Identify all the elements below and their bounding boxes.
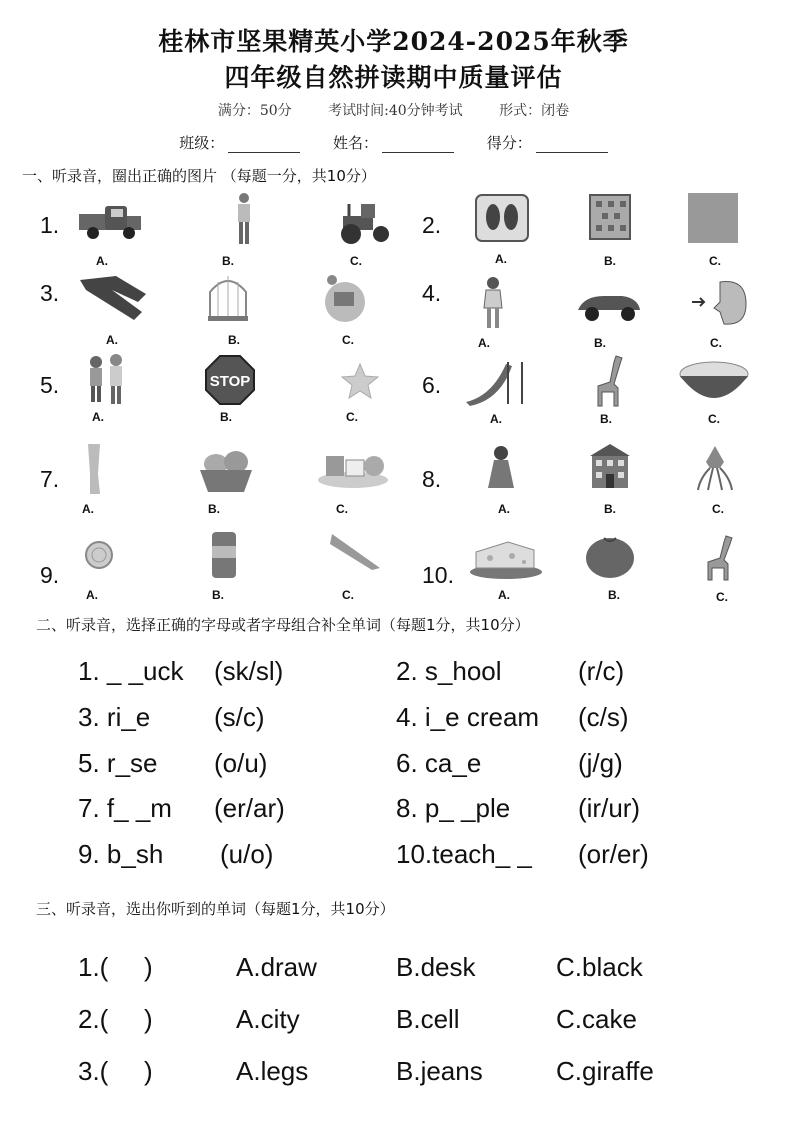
jeans-icon[interactable] — [76, 272, 150, 322]
s2-item9-choice[interactable]: (u/o) — [220, 839, 274, 869]
q5-option-a[interactable]: A. — [92, 410, 104, 424]
exam-format: 形式：闭卷 — [499, 103, 570, 119]
q9-option-a[interactable]: A. — [86, 588, 98, 602]
squid-icon[interactable] — [694, 444, 736, 492]
q5-option-b[interactable]: B. — [220, 410, 232, 424]
q3-number: 3. — [40, 280, 60, 306]
kids-icon[interactable] — [84, 352, 130, 408]
cheese-icon[interactable] — [468, 536, 544, 580]
s3-item3-number: 3.( — [78, 1056, 109, 1086]
s2-item3-choice[interactable]: (s/c) — [214, 702, 265, 732]
stop-sign-icon[interactable] — [204, 354, 256, 406]
exam-title-line1: 桂林市坚果精英小学2024-2025年秋季 — [158, 27, 629, 56]
full-score: 满分：50分 — [217, 103, 292, 119]
s3-item1-number: 1.( — [78, 952, 109, 982]
s3-item3-option-c[interactable]: C.giraffe — [556, 1056, 654, 1086]
q4-number: 4. — [422, 280, 442, 306]
s2-item6-word: 6. ca_e — [396, 748, 482, 778]
q6-number: 6. — [422, 372, 442, 398]
q5-number: 5. — [40, 372, 60, 398]
s2-item10-word: 10.teach_ _ — [396, 839, 532, 869]
q10-option-c[interactable]: C. — [716, 590, 728, 604]
q1-number: 1. — [40, 212, 60, 238]
q6-option-c[interactable]: C. — [708, 412, 720, 426]
q4-option-b[interactable]: B. — [594, 336, 606, 350]
q7-option-a[interactable]: A. — [82, 502, 94, 516]
q5-option-c[interactable]: C. — [346, 410, 358, 424]
scale-icon[interactable] — [474, 193, 530, 243]
section3-heading: 三、听录音，选出你听到的单词（每题1分，共10分） — [36, 900, 395, 918]
q6-option-b[interactable]: B. — [600, 412, 612, 426]
orange-icon[interactable] — [584, 534, 636, 580]
q3-option-c[interactable]: C. — [342, 333, 354, 347]
s2-item8-word: 8. p_ _ple — [396, 793, 511, 823]
s2-item2-choice[interactable]: (r/c) — [578, 656, 625, 686]
giraffe-icon[interactable] — [588, 354, 628, 408]
school-icon[interactable] — [588, 442, 632, 490]
exam-meta — [0, 100, 787, 120]
class-blank[interactable] — [228, 139, 300, 153]
score-label: 得分： — [486, 134, 532, 152]
s2-item5-choice[interactable]: (o/u) — [214, 748, 268, 778]
food-plate-icon[interactable] — [316, 446, 390, 490]
score-blank[interactable] — [536, 139, 608, 153]
star-icon[interactable] — [340, 362, 380, 400]
q8-number: 8. — [422, 466, 442, 492]
princess-icon[interactable] — [484, 444, 518, 492]
q1-option-c[interactable]: C. — [350, 254, 362, 268]
s3-item1-option-b[interactable]: B.desk — [396, 952, 476, 982]
name-blank[interactable] — [382, 139, 454, 153]
q3-option-b[interactable]: B. — [228, 333, 240, 347]
q9-option-c[interactable]: C. — [342, 588, 354, 602]
girl-icon[interactable] — [478, 276, 508, 330]
q3-option-a[interactable]: A. — [106, 333, 118, 347]
tractor-icon[interactable] — [335, 196, 393, 246]
cake-plate-icon[interactable] — [322, 272, 368, 322]
s3-item3-option-b[interactable]: B.jeans — [396, 1056, 483, 1086]
s3-item2-option-c[interactable]: C.cake — [556, 1004, 637, 1034]
q10-option-b[interactable]: B. — [608, 588, 620, 602]
exam-time: 考试时间:40分钟考试 — [328, 103, 463, 119]
q8-option-c[interactable]: C. — [712, 502, 724, 516]
name-label: 姓名： — [332, 134, 378, 152]
s2-item2-word: 2. s_hool — [396, 656, 502, 686]
s2-item6-choice[interactable]: (j/g) — [578, 748, 623, 778]
q7-option-b[interactable]: B. — [208, 502, 220, 516]
leg-icon[interactable] — [84, 444, 104, 496]
cone-icon[interactable] — [328, 530, 384, 572]
q4-option-c[interactable]: C. — [710, 336, 722, 350]
q8-option-b[interactable]: B. — [604, 502, 616, 516]
pickup-truck-icon[interactable] — [75, 200, 145, 245]
name-field — [333, 134, 454, 152]
q8-option-a[interactable]: A. — [498, 502, 510, 516]
q2-option-c[interactable]: C. — [709, 254, 721, 268]
q10-option-a[interactable]: A. — [498, 588, 510, 602]
section2-heading: 二、听录音，选择正确的字母或者字母组合补全单词（每题1分，共10分） — [36, 616, 530, 634]
q10-number: 10. — [422, 562, 454, 588]
q2-number: 2. — [422, 212, 442, 238]
s2-item4-choice[interactable]: (c/s) — [578, 702, 629, 732]
q9-number: 9. — [40, 562, 60, 588]
nose-icon[interactable] — [690, 278, 750, 328]
q2-option-b[interactable]: B. — [604, 254, 616, 268]
q7-option-c[interactable]: C. — [336, 502, 348, 516]
student-info — [0, 132, 787, 153]
s2-item7-choice[interactable]: (er/ar) — [214, 793, 285, 823]
s3-item3-option-a[interactable]: A.legs — [236, 1056, 309, 1086]
class-label: 班级： — [179, 134, 225, 152]
s2-item10-choice[interactable]: (or/er) — [578, 839, 649, 869]
square-icon[interactable] — [688, 193, 738, 243]
slide-icon[interactable] — [462, 356, 528, 406]
s3-item2-option-b[interactable]: B.cell — [396, 1004, 460, 1034]
bread-basket-icon[interactable] — [198, 448, 254, 494]
class-field — [179, 134, 300, 152]
s2-item5-word: 5. r_se — [78, 748, 158, 778]
s2-item1-word: 1. _ _uck — [78, 656, 184, 686]
s2-item3-word: 3. ri_e — [78, 702, 151, 732]
s3-item1-blank-close[interactable]: ) — [144, 952, 153, 982]
s3-item2-blank-close[interactable]: ) — [144, 1004, 153, 1034]
birdcage-icon[interactable] — [206, 270, 250, 324]
exam-title-line2: 四年级自然拼读期中质量评估 — [224, 63, 563, 92]
rice-bowl-icon[interactable] — [676, 360, 752, 406]
q6-option-a[interactable]: A. — [490, 412, 502, 426]
s2-item7-word: 7. f_ _m — [78, 793, 172, 823]
quilt-icon[interactable] — [588, 193, 632, 241]
s3-item2-option-a[interactable]: A.city — [236, 1004, 300, 1034]
coin-icon[interactable] — [84, 540, 114, 570]
stop-sign-text: STOP — [209, 373, 251, 390]
q2-option-a[interactable]: A. — [495, 252, 507, 266]
s3-item2-number: 2.( — [78, 1004, 109, 1034]
score-field — [487, 134, 608, 152]
s2-item8-choice[interactable]: (ir/ur) — [578, 793, 641, 823]
s3-item3-blank-close[interactable]: ) — [144, 1056, 153, 1086]
man-figure-icon[interactable] — [232, 192, 256, 248]
q9-option-b[interactable]: B. — [212, 588, 224, 602]
s3-item1-option-c[interactable]: C.black — [556, 952, 643, 982]
car-icon[interactable] — [574, 288, 644, 324]
q1-option-b[interactable]: B. — [222, 254, 234, 268]
q4-option-a[interactable]: A. — [478, 336, 490, 350]
q1-option-a[interactable]: A. — [96, 254, 108, 268]
soda-can-icon[interactable] — [210, 528, 238, 580]
s2-item1-choice[interactable]: (sk/sl) — [214, 656, 284, 686]
q7-number: 7. — [40, 466, 60, 492]
s2-item4-word: 4. i_e cream — [396, 702, 540, 732]
section1-heading: 一、听录音，圈出正确的图片 （每题一分，共10分） — [22, 167, 376, 185]
s3-item1-option-a[interactable]: A.draw — [236, 952, 317, 982]
giraffe-icon[interactable] — [698, 534, 738, 582]
s2-item9-word: 9. b_sh — [78, 839, 164, 869]
